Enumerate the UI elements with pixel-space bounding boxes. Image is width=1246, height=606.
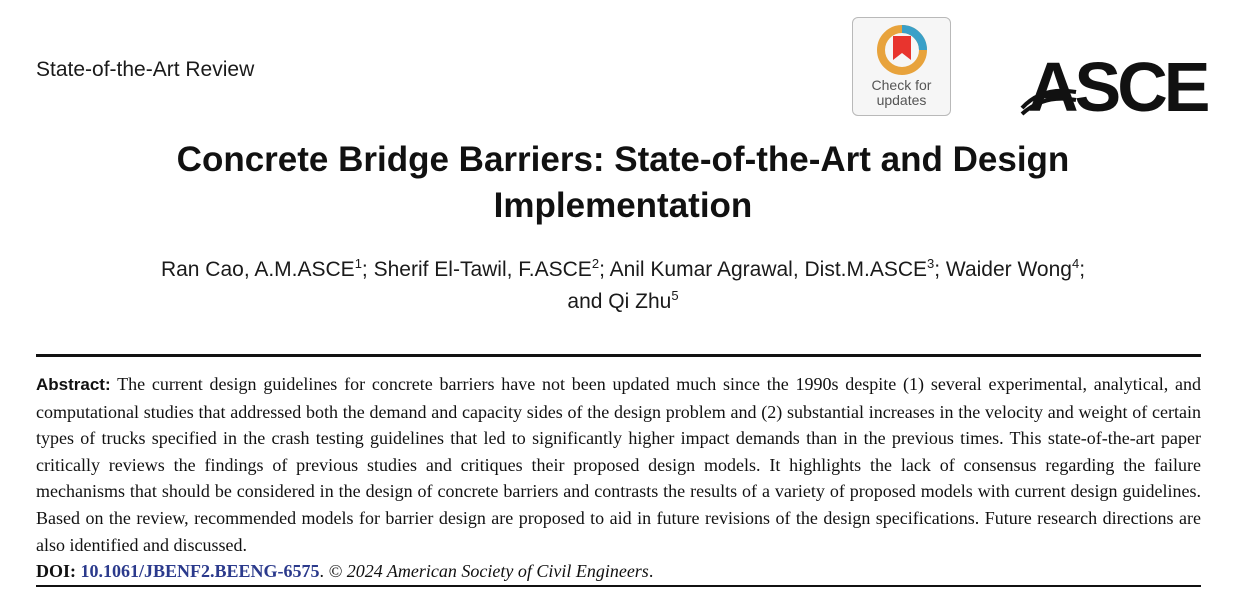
abstract-paragraph [36, 371, 1201, 558]
author-affiliation: 1 [354, 256, 362, 271]
badge-line-2: updates [876, 92, 927, 108]
copyright-period: . [648, 561, 654, 582]
author-affiliation: 5 [671, 288, 679, 303]
logo-wordmark: ASCE [1028, 48, 1207, 126]
doi-period: . [319, 561, 329, 582]
article-type-label: State-of-the-Art Review [36, 58, 255, 81]
title-line-2: Implementation [493, 186, 753, 225]
author-separator: ; [1079, 258, 1086, 281]
author-list [60, 254, 1186, 318]
author-affiliation: 4 [1071, 256, 1080, 271]
abstract-label: Abstract: [36, 375, 111, 394]
author-name[interactable]: Anil Kumar Agrawal, Dist.M.ASCE [609, 258, 928, 281]
author-separator: ; [599, 258, 610, 281]
author-line-1 [60, 254, 1186, 286]
author-affiliation: 2 [591, 256, 600, 271]
divider-bottom [36, 585, 1201, 587]
doi-label: DOI: [36, 561, 76, 582]
copyright-notice: © 2024 American Society of Civil Engineers [328, 561, 649, 582]
article-title [60, 137, 1186, 229]
doi-line [36, 558, 1201, 585]
author-affiliation: 3 [927, 256, 935, 271]
author-name[interactable]: Sherif El-Tawil, F.ASCE [373, 258, 592, 281]
author-name[interactable]: Qi Zhu [608, 290, 672, 313]
author-line-2 [60, 286, 1186, 318]
crossmark-icon [874, 22, 930, 78]
author-conjunction: and [567, 290, 609, 313]
title-line-1: Concrete Bridge Barriers: State-of-the-Art and Design [176, 140, 1070, 179]
abstract-block [36, 371, 1201, 585]
author-name[interactable]: Ran Cao, A.M.ASCE [160, 258, 355, 281]
asce-logo [1020, 48, 1207, 126]
author-separator: ; [934, 258, 946, 281]
badge-line-1: Check for [871, 77, 932, 93]
check-for-updates-badge[interactable] [852, 17, 951, 116]
abstract-text: The current design guidelines for concrete barriers have not been updated much since the 1990s despite (1) several experimental, analytical, and computational studies that addressed both the demand and capacity sides of the design problem and (2) substantial increases in the velocity and weight of certain types of trucks specified in the crash testing guidelines that led to significantly higher impact demands than in the previous times. This state-of-the-art paper critically reviews the findings of previous studies and critiques their proposed design models. It highlights the lack of consensus regarding the failure mechanisms that should be considered in the design of concrete barriers and contrasts the results of a variety of proposed models with current design guidelines. Based on the review, recommended models for barrier design are proposed to aid in future revisions of the design specifications. Future research directions are also identified and discussed. [36, 374, 1201, 555]
doi-link[interactable]: 10.1061/JBENF2.BEENG-6575 [80, 561, 320, 582]
divider-top [36, 354, 1201, 357]
author-name[interactable]: Waider Wong [945, 258, 1072, 281]
author-separator: ; [361, 258, 374, 281]
